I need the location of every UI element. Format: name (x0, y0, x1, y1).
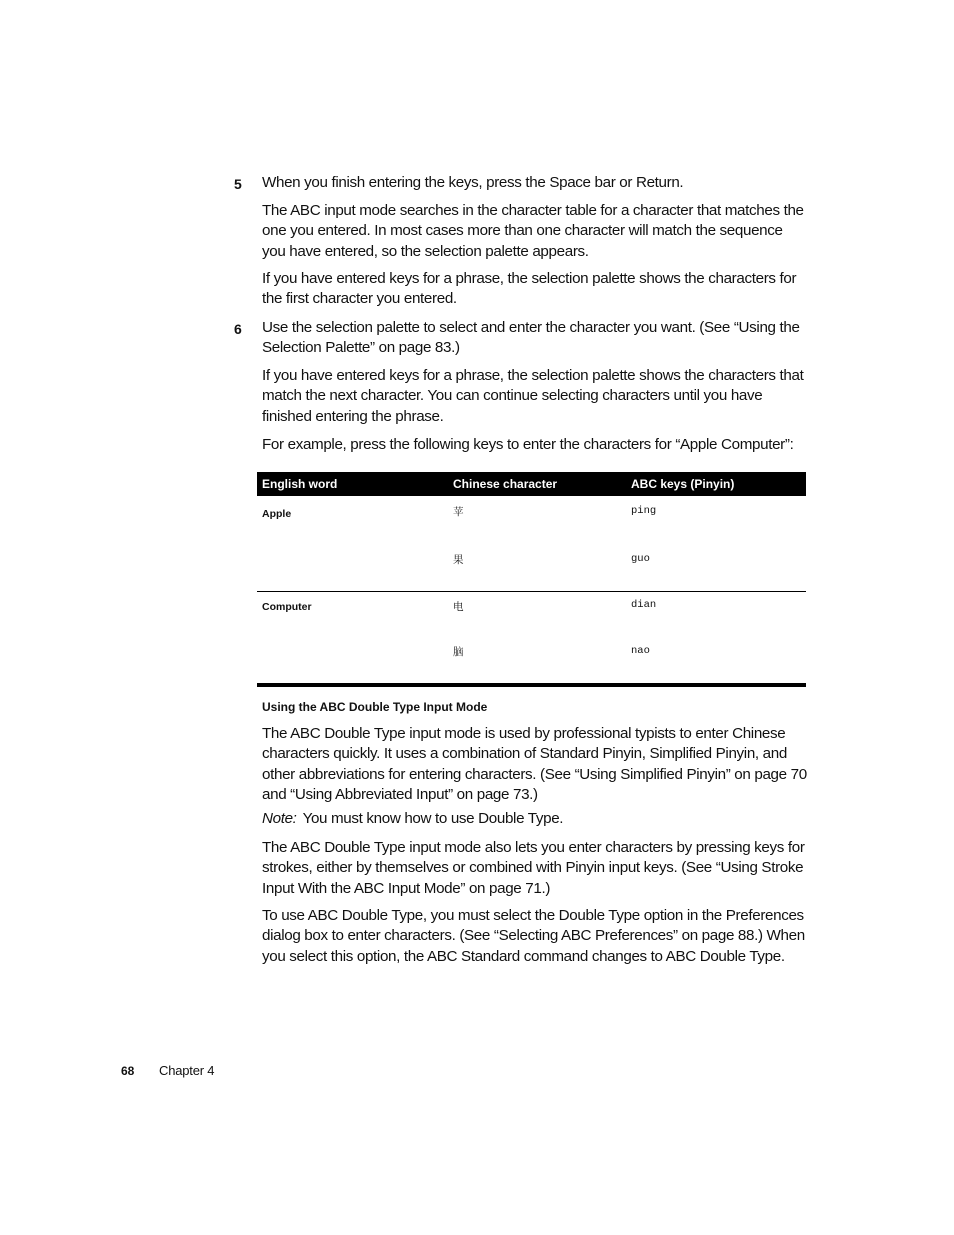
pinyin-keys-cell: guo (631, 553, 650, 565)
table-header-row (257, 472, 806, 496)
chinese-character-cell: 电 (453, 601, 464, 613)
step-6-text: Use the selection palette to select and enter the character you want. (See “Using the Selection Palette” on page 83.) (262, 319, 800, 357)
step-number: 6 (234, 321, 242, 337)
table-row (257, 544, 806, 591)
table-bottom-rule (257, 683, 806, 687)
step-5-para-2: If you have entered keys for a phrase, the selection palette shows the characters for the first character you entered. (262, 270, 797, 308)
pinyin-keys-cell: ping (631, 505, 657, 517)
chinese-character-cell: 脑 (453, 646, 464, 658)
english-word-cell: Computer (262, 601, 312, 613)
note (262, 809, 807, 829)
abc-keys-table (257, 472, 806, 683)
english-word-cell (257, 638, 448, 683)
column-header-abc-keys: ABC keys (Pinyin) (626, 472, 806, 496)
english-word-cell: Apple (262, 508, 292, 520)
section-para-1: The ABC Double Type input mode is used by professional typists to enter Chinese characters quickly. It uses a combination of Standard Pinyin, Simplified Pinyin, and other abbreviations for entering characters. (See “Using Simplified Pinyin” on page 70 and “Using Abbreviated Input” on page 73.) (262, 725, 807, 804)
step-6-para-1: If you have entered keys for a phrase, the selection palette shows the characters that match the next character. You can continue selecting characters until you have finished entering the phrase. (262, 367, 804, 425)
step-5-para-1: The ABC input mode searches in the character table for a character that matches the one you entered. In most cases more than one character will match the sequence you have entered, so the selection palette appears. (262, 202, 804, 260)
english-word-cell (257, 544, 448, 591)
step-6-para-2: For example, press the following keys to enter the characters for “Apple Computer”: (262, 436, 794, 453)
table-row (257, 496, 806, 544)
column-header-chinese-character: Chinese character (448, 472, 626, 496)
pinyin-keys-cell: dian (631, 599, 657, 611)
chapter-label: Chapter 4 (159, 1063, 215, 1078)
note-text: You must know how to use Double Type. (302, 810, 564, 827)
table-row (257, 591, 806, 638)
step-5-text: When you finish entering the keys, press the Space bar or Return. (262, 174, 684, 191)
section-para-3: To use ABC Double Type, you must select the Double Type option in the Preferences dialog box to enter characters. (See “Selecting ABC Preferences” on page 88.) When you select this option, the ABC Standard command changes to ABC Double Type. (262, 907, 805, 965)
note-label: Note: (262, 810, 297, 827)
table-row (257, 638, 806, 683)
step-number: 5 (234, 176, 242, 192)
chinese-character-cell: 果 (453, 554, 464, 566)
pinyin-keys-cell: nao (631, 645, 650, 657)
section-heading: Using the ABC Double Type Input Mode (262, 700, 488, 714)
section-para-2: The ABC Double Type input mode also lets you enter characters by pressing keys for strokes, either by themselves or combined with Pinyin input keys. (See “Using Stroke Input With the ABC Input Mode” on page 71.) (262, 839, 805, 897)
page-number: 68 (121, 1064, 135, 1078)
chinese-character-cell: 苹 (453, 506, 464, 518)
column-header-english-word: English word (257, 472, 448, 496)
table-row-divider (257, 591, 806, 592)
